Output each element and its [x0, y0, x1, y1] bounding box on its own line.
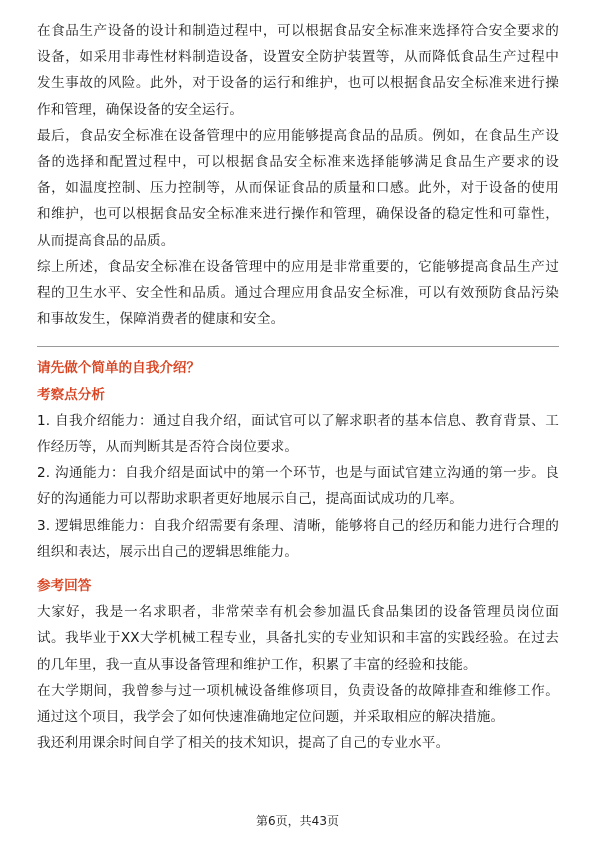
- body-paragraph: 在食品生产设备的设计和制造过程中，可以根据食品安全标准来选择符合安全要求的设备，如采用非毒性材料制造设备，设置安全防护装置等，从而降低食品生产过程中发生事故的风险。此外，对于设备的运行和维护，也可以根据食品安全标准来进行操作和管理，确保设备的安全运行。: [37, 23, 559, 118]
- body-paragraph: 最后，食品安全标准在设备管理中的应用能够提高食品的品质。例如，在食品生产设备的选择和配置过程中，可以根据食品安全标准来选择能够满足食品生产要求的设备，如温度控制、压力控制等，从而保证食品的质量和口感。此外，对于设备的使用和维护，也可以根据食品安全标准来进行操作和管理，确保设备的稳定性和可靠性，从而提高食品的品质。: [37, 127, 559, 249]
- answer-heading: 参考回答: [37, 578, 92, 595]
- question-heading: 请先做个简单的自我介绍？: [37, 360, 201, 377]
- analysis-item: 2. 沟通能力：自我介绍是面试中的第一个环节，也是与面试官建立沟通的第一步。良好的沟通能力可以帮助求职者更好地展示自己，提高面试成功的几率。: [37, 465, 559, 508]
- section-divider: [37, 346, 559, 347]
- page-number-footer: 第6页，共43页: [256, 814, 339, 828]
- answer-paragraph: 在大学期间，我曾参与过一项机械设备维修项目，负责设备的故障排查和维修工作。通过这个项目，我学会了如何快速准确地定位问题，并采取相应的解决措施。: [37, 682, 559, 726]
- analysis-heading: 考察点分析: [37, 386, 105, 403]
- answer-paragraph: 我还利用课余时间自学了相关的技术知识，提高了自己的专业水平。: [37, 735, 450, 752]
- analysis-item: 3. 逻辑思维能力：自我介绍需要有条理、清晰，能够将自己的经历和能力进行合理的组织和表达，展示出自己的逻辑思维能力。: [37, 517, 559, 560]
- analysis-item: 1. 自我介绍能力：通过自我介绍，面试官可以了解求职者的基本信息、教育背景、工作经历等，从而判断其是否符合岗位要求。: [37, 412, 559, 456]
- body-paragraph: 综上所述，食品安全标准在设备管理中的应用是非常重要的，它能够提高食品生产过程的卫生水平、安全性和品质。通过合理应用食品安全标准，可以有效预防食品污染和事故发生，保障消费者的健康和安全。: [37, 258, 559, 328]
- answer-paragraph: 大家好，我是一名求职者，非常荣幸有机会参加温氏食品集团的设备管理员岗位面试。我毕业于XX大学机械工程专业，具备扎实的专业知识和丰富的实践经验。在过去的几年里，我一直从事设备管理和维护工作，积累了丰富的经验和技能。: [37, 604, 559, 673]
- section-gap: [37, 565, 559, 573]
- document-page: [37, 18, 559, 756]
